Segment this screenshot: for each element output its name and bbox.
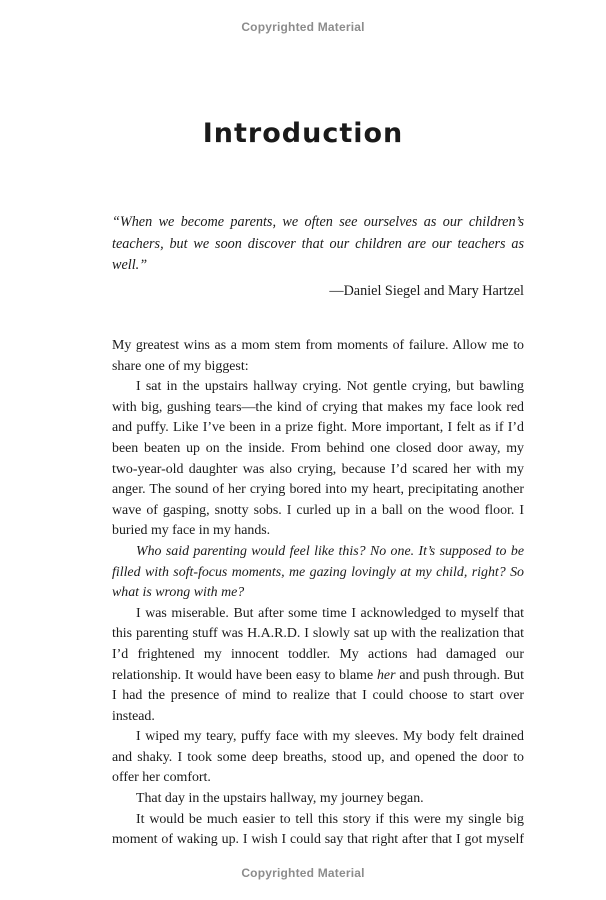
emphasis-text: her [376,667,396,683]
paragraph-italic-thought: Who said parenting would feel like this? No one. It’s supposed to be filled with soft-focus moments, me gazing lovingly at my child, right? So what is wrong with me? [112,543,524,601]
paragraph: I sat in the upstairs hallway crying. Not gentle crying, but bawling with big, gushing tears—the kind of crying that makes my face look red and puffy. Like I’ve been in a prize fight. More important, I felt as if I’d been beaten up on the inside. From behind one closed door away, my two-year-old daughter was also crying, because I’d scared her with my anger. The sound of her crying bored into my heart, precipitating another wave of gasping, snotty sobs. I curled up in a ball on the wood floor. I buried my face in my hands. [112,379,524,539]
epigraph [112,212,524,302]
paragraph: That day in the upstairs hallway, my journey began. [136,791,424,807]
copyright-watermark-bottom: Copyrighted Material [241,866,365,880]
copyright-watermark-top: Copyrighted Material [241,20,365,34]
paragraph [112,604,524,728]
body-text [112,336,524,851]
paragraph: I wiped my teary, puffy face with my sleeves. My body felt drained and shaky. I took some deep breaths, stood up, and opened the door to offer her comfort. [112,729,524,786]
chapter-title: Introduction [202,118,404,150]
paragraph-segment: I was miserable. But after some time I acknowledged to myself that this parenting stuff was H.A.R.D. I slowly sat up with the realization that I’d frightened my innocent toddler. My actions had damaged our relationship. It would have been easy to blame [112,605,524,683]
paragraph-segment: and push through. But I had the presence of mind to realize that I could choose to start over instead. [112,667,524,724]
epigraph-attribution: —Daniel Siegel and Mary Hartzel [329,282,524,299]
epigraph-quote: “When we become parents, we often see ourselves as our children’s teachers, but we soon discover that our children are our teachers as well.” [112,214,524,273]
paragraph: It would be much easier to tell this story if this were my single big moment of waking up. I wish I could say that right after that I got myself [112,811,524,848]
paragraph: My greatest wins as a mom stem from moments of failure. Allow me to share one of my biggest: [112,338,524,374]
